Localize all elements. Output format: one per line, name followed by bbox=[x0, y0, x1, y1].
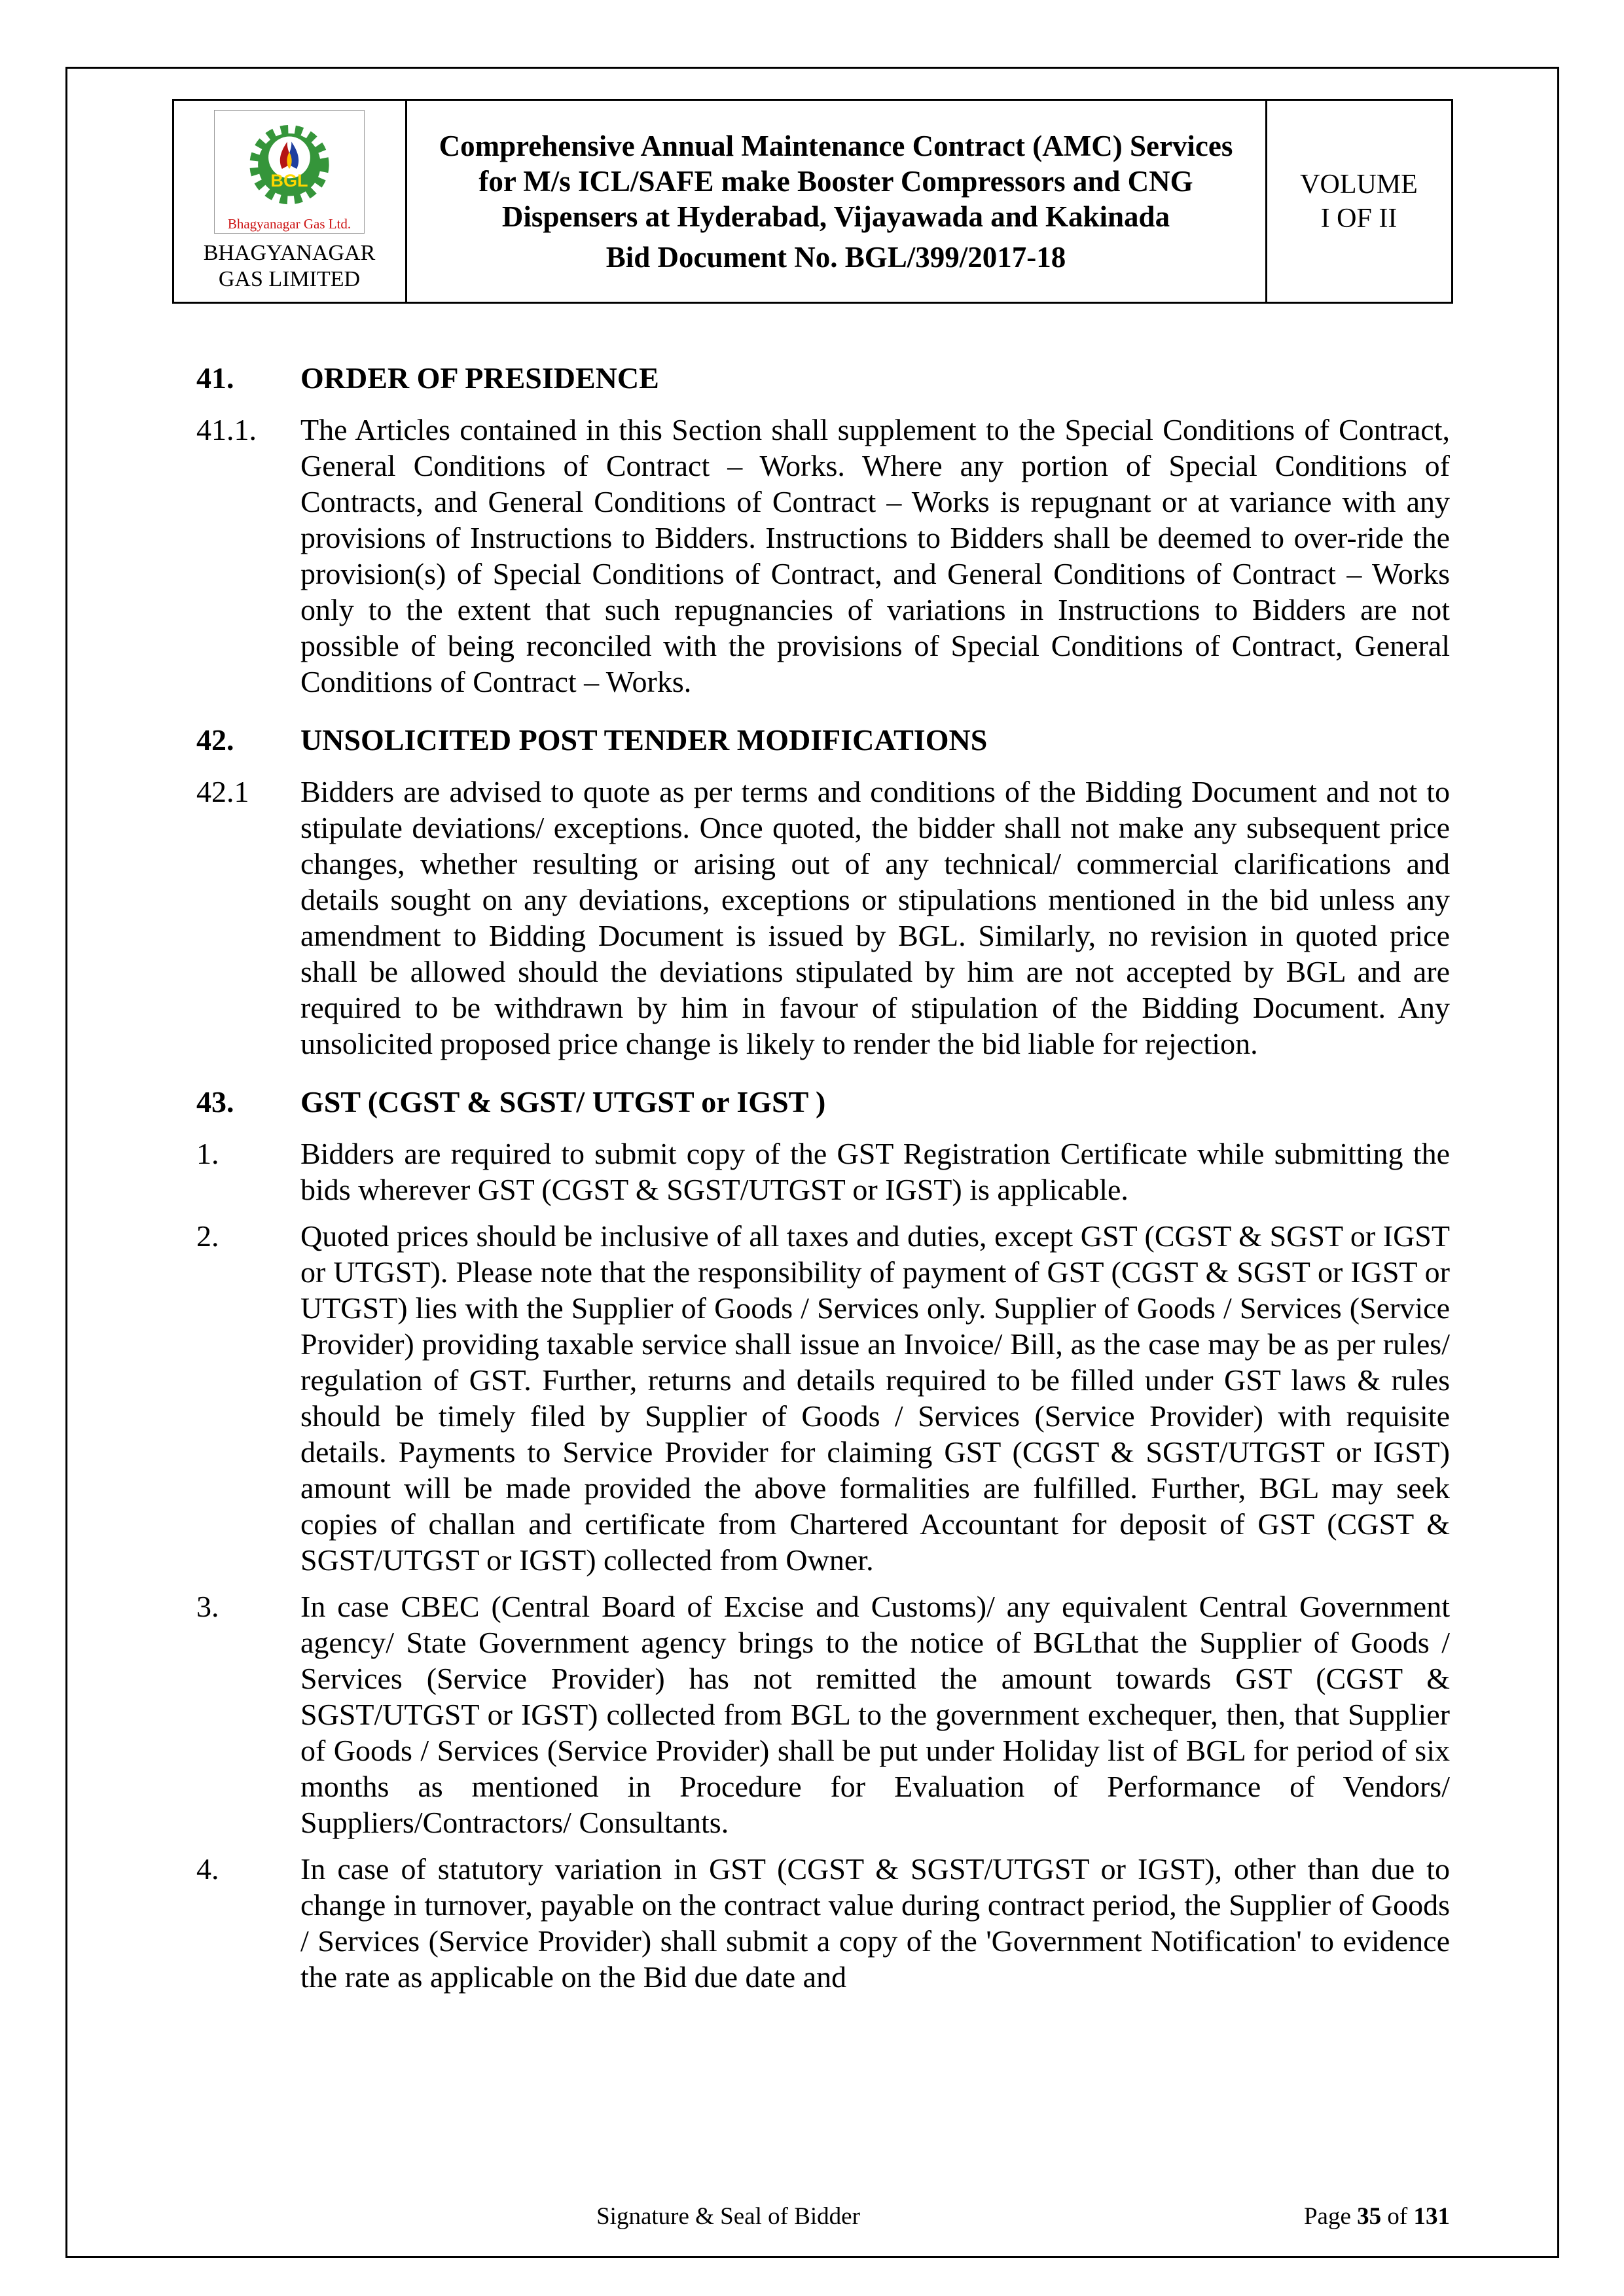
company-logo-cell bbox=[173, 100, 406, 303]
section-number: 42. bbox=[196, 723, 234, 757]
page-of: of bbox=[1381, 2203, 1414, 2230]
section-42 bbox=[196, 722, 1450, 1062]
paragraph-row bbox=[196, 412, 1450, 700]
company-logo bbox=[214, 110, 365, 234]
heading-text: ORDER OF PRESIDENCE bbox=[300, 361, 659, 395]
paragraph-row bbox=[196, 774, 1450, 1062]
logo-caption: Bhagyanagar Gas Ltd. bbox=[227, 216, 352, 232]
section-41 bbox=[196, 360, 1450, 700]
paragraph-text: The Articles contained in this Section shall supplement to the Special Conditions of Contract, General Conditions of Contract – Works. Where any portion of Special Conditions of Contracts, and General Conditions of Contract – Works is repugnant or at variance with any provisions of Instructions to Bidders. Instructions to Bidders shall be deemed to over-ride the provision(s) of Special Conditions of Contract, and General Conditions of Contract – Works only to the extent that such repugnancies of variations in Instructions to Bidders are not possible of being reconciled with the provisions of Special Conditions of Contract, General Conditions of Contract – Works. bbox=[300, 413, 1450, 698]
paragraph-number: 2. bbox=[196, 1219, 219, 1253]
page-indicator bbox=[1304, 2202, 1450, 2231]
document-body bbox=[196, 360, 1450, 1995]
volume-line2: I OF II bbox=[1320, 203, 1398, 234]
section-heading bbox=[196, 360, 1450, 396]
volume-label bbox=[1267, 168, 1451, 236]
section-43 bbox=[196, 1084, 1450, 1995]
page-border bbox=[65, 67, 1559, 2258]
document-number: Bid Document No. BGL/399/2017-18 bbox=[605, 240, 1066, 274]
company-name-line1: BHAGYANAGAR bbox=[203, 241, 376, 265]
page-number: 35 bbox=[1357, 2203, 1382, 2230]
paragraph-text: Quoted prices should be inclusive of all taxes and duties, except GST (CGST & SGST or IGST or UTGST). Please note that the responsibility of payment of GST (CGST & SGST or IGST or UTGST) lies with the Supplier of Goods / Services only. Supplier of Goods / Services (Service Provider) providing taxable service shall issue an Invoice/ Bill, as the case may be as per rules/ regulation of GST. Further, returns and details required to be filled under GST laws & rules should be timely filed by Supplier of Goods / Services (Service Provider) with requisite details. Payments to Service Provider for claiming GST (CGST & SGST/UTGST or IGST) amount will be made provided the above formalities are fulfilled. Further, BGL may seek copies of challan and certificate from Chartered Accountant for deposit of GST (CGST & SGST/UTGST or IGST) collected from Owner. bbox=[300, 1219, 1450, 1577]
section-heading bbox=[196, 1084, 1450, 1120]
volume-cell bbox=[1266, 100, 1452, 303]
paragraph-number: 42.1 bbox=[196, 775, 249, 808]
heading-text: GST (CGST & SGST/ UTGST or IGST ) bbox=[300, 1085, 826, 1119]
document-title-cell bbox=[406, 100, 1266, 303]
section-number: 43. bbox=[196, 1085, 234, 1119]
document-header bbox=[172, 99, 1453, 304]
paragraph-text: Bidders are required to submit copy of the GST Registration Certificate while submitting the bids wherever GST (CGST & SGST/UTGST or IGST) is applicable. bbox=[300, 1137, 1450, 1206]
paragraph-number: 4. bbox=[196, 1852, 219, 1886]
paragraph-row bbox=[196, 1218, 1450, 1578]
paragraph-row bbox=[196, 1588, 1450, 1840]
page-total: 131 bbox=[1413, 2203, 1450, 2230]
paragraph-number: 3. bbox=[196, 1590, 219, 1623]
paragraph-number: 1. bbox=[196, 1137, 219, 1170]
page-prefix: Page bbox=[1303, 2203, 1358, 2230]
section-number: 41. bbox=[196, 361, 234, 395]
signature-line: Signature & Seal of Bidder bbox=[596, 2203, 860, 2230]
company-name-line2: GAS LIMITED bbox=[218, 267, 361, 291]
volume-line1: VOLUME bbox=[1300, 169, 1418, 200]
paragraph-text: Bidders are advised to quote as per terms and conditions of the Bidding Document and not to stipulate deviations/ exceptions. Once quoted, the bidder shall not make any subsequent price changes, whether resulting or arising out of any technical/ commercial clarifications and details sought on any deviations, exceptions or stipulations mentioned in the bid unless any amendment to Bidding Document is issued by BGL. Similarly, no revision in quoted price shall be allowed should the deviations stipulated by him are not accepted by BGL and are required to be withdrawn by him in favour of stipulation of the Bidding Document. Any unsolicited proposed price change is likely to render the bid liable for rejection. bbox=[300, 775, 1450, 1060]
paragraph-number: 41.1. bbox=[196, 413, 257, 446]
heading-text: UNSOLICITED POST TENDER MODIFICATIONS bbox=[300, 723, 988, 757]
document-title: Comprehensive Annual Maintenance Contract (AMC) Services for M/s ICL/SAFE make Booster Compressors and CNG Dispensers at Hyderabad, Vijayawada and Kakinada bbox=[439, 129, 1233, 233]
page-footer bbox=[196, 2202, 1450, 2234]
section-heading bbox=[196, 722, 1450, 758]
bgl-gear-icon bbox=[237, 115, 342, 213]
svg-text:BGL: BGL bbox=[270, 170, 308, 191]
paragraph-text: In case of statutory variation in GST (CGST & SGST/UTGST or IGST), other than due to change in turnover, payable on the contract value during contract period, the Supplier of Goods / Services (Service Provider) shall submit a copy of the 'Government Notification' to evidence the rate as applicable on the Bid due date and bbox=[300, 1852, 1450, 1994]
paragraph-row bbox=[196, 1851, 1450, 1995]
paragraph-text: In case CBEC (Central Board of Excise and Customs)/ any equivalent Central Government agency/ State Government agency brings to the notice of BGLthat the Supplier of Goods / Services (Service Provider) has not remitted the amount towards GST (CGST & SGST/UTGST or IGST) collected from BGL to the government exchequer, then, that Supplier of Goods / Services (Service Provider) shall be put under Holiday list of BGL for period of six months as mentioned in Procedure for Evaluation of Performance of Vendors/ Suppliers/Contractors/ Consultants. bbox=[300, 1590, 1450, 1839]
paragraph-row bbox=[196, 1136, 1450, 1208]
company-name bbox=[179, 240, 400, 293]
